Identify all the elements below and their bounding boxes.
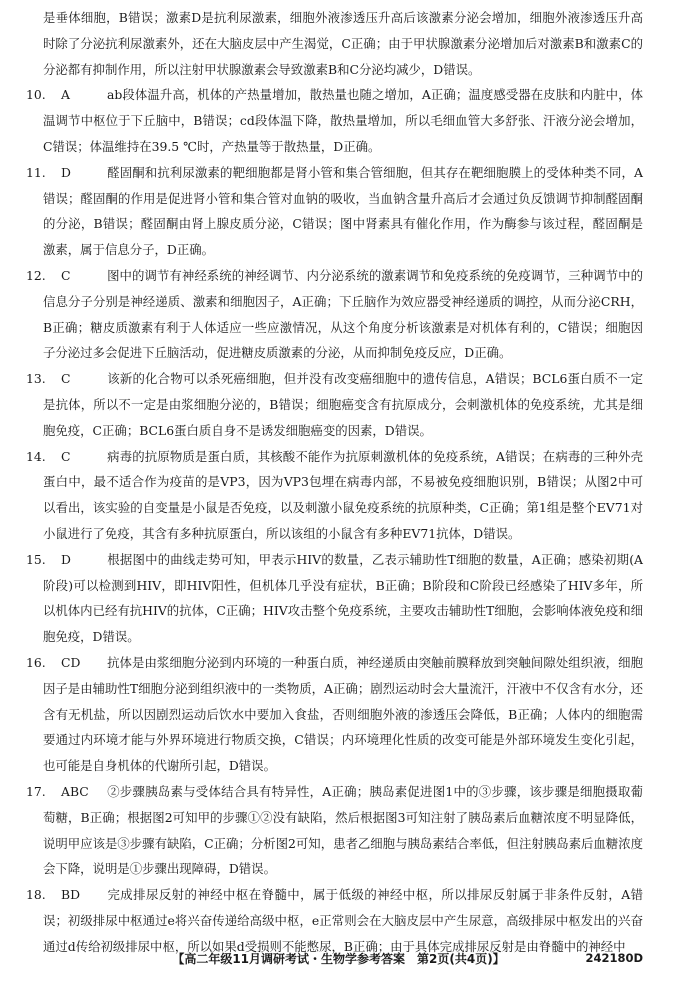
answer-number: 14. [26,448,46,464]
answer-explanation: 抗体是由浆细胞分泌到内环境的一种蛋白质，神经递质由突触前膜释放到突触间隙处组织液，细胞因子是由辅助性T细胞分泌到组织液中的一类物质，A正确；剧烈运动时会大量流汗，汗液中不仅含有水分，还含有无机盐，所以因剧烈运动后饮水中要加入食盐，否则细胞外液的渗透压会降低，B正确；人体内的细胞需要通过内环境才能与外界环境进行物质交换，C错误；内环境理化性质的改变可能是外部环境发生变化引起，也可能是自身机体的代谢所引起，D错误。 [43,654,643,774]
answer-explanation: 醛固酮和抗利尿激素的靶细胞都是肾小管和集合管细胞，但其存在靶细胞膜上的受体种类不同，A错误；醛固酮的作用是促进肾小管和集合管对血钠的吸收，当血钠含量升高后才会通过负反馈调节抑制醛固酮的分泌，B错误；醛固酮由肾上腺皮质分泌，C错误；图中肾素具有催化作用，作为酶参与该过程，醛固酮是激素，属于信息分子，D正确。 [43,164,643,258]
answer-item [26,650,643,779]
answer-number: 10. [26,87,46,103]
answer-item [26,263,643,366]
answer-text: C 病毒的抗原物质是蛋白质，其核酸不能作为抗原刺激机体的免疫系统，A错误；在病毒的三种外壳蛋白中，最不适合作为疫苗的是VP3，因为VP3包埋在病毒内部，不易被免疫细胞识别，B错误；从图2中可以看出，该实验的自变量是小鼠是否免疫，以及刺激小鼠免疫系统的抗原种类，C正确；第1组是整个EV71对小鼠进行了免疫，其含有多种抗原蛋白，所以该组的小鼠含有多种EV71抗体，D错误。 [43,448,643,541]
answer-text: C 该新的化合物可以杀死癌细胞，但并没有改变癌细胞中的遗传信息，A错误；BCL6蛋白质不一定是抗体，所以不一定是由浆细胞分泌的，B错误；细胞癌变含有抗原成分，会刺激机体的免疫系统，尤其是细胞免疫，C正确；BCL6蛋白质自身不是诱发细胞癌变的因素，D错误。 [43,371,643,438]
intro-paragraph: 是垂体细胞，B错误；激素D是抗利尿激素，细胞外液渗透压升高后该激素分泌会增加，细胞外液渗透压升高时除了分泌抗利尿激素外，还在大脑皮层中产生渴觉，C正确；由于甲状腺激素分泌增加后对激素B和激素C的分泌都有抑制作用，所以注射甲状腺激素会导致激素B和C分泌均减少，D错误。 [43,10,643,77]
answer-item [26,82,643,159]
page-footer: 【高二年级11月调研考试・生物学参考答案 第2页(共4页)】 [172,952,505,966]
answer-explanation: 完成排尿反射的神经中枢在脊髓中，属于低级的神经中枢，所以排尿反射属于非条件反射，A错误；初级排尿中枢通过e将兴奋传递给高级中枢，e正常则会在大脑皮层中产生尿意，高级排尿中枢发出的兴奋通过d传给初级排尿中枢，所以如果d受损则不能憋尿，B正确；由于具体完成排尿反射是由脊髓中的神经中 [43,887,643,954]
answer-list [26,82,643,959]
answer-number: 13. [26,371,46,387]
answer-number: 18. [26,887,46,903]
answer-number: 17. [26,783,46,799]
answer-text: ABC ②步骤胰岛素与受体结合具有特异性，A正确；胰岛素促进图1中的③步骤，该步骤是细胞摄取葡萄糖，B正确；根据图2可知甲的步骤①②没有缺陷，然后根据图3可知注射了胰岛素后血糖浓度不明显降低，说明甲应该是③步骤有缺陷，C正确；分析图2可知，患者乙细胞与胰岛素结合率低，但注射胰岛素后血糖浓度会下降，说明是①步骤出现障碍，D错误。 [43,783,643,877]
answer-number: 12. [26,267,46,283]
answer-item [26,366,643,443]
answer-text: CD 抗体是由浆细胞分泌到内环境的一种蛋白质，神经递质由突触前膜释放到突触间隙处组织液，细胞因子是由辅助性T细胞分泌到组织液中的一类物质，A正确；剧烈运动时会大量流汗，汗液中不仅含有水分，还含有无机盐，所以因剧烈运动后饮水中要加入食盐，否则细胞外液的渗透压会降低，B正确；人体内的细胞需要通过内环境才能与外界环境进行物质交换，C错误；内环境理化性质的改变可能是外部环境发生变化引起，也可能是自身机体的代谢所引起，D错误。 [43,654,643,774]
answer-item [26,160,643,263]
answer-text: A ab段体温升高，机体的产热量增加，散热量也随之增加，A正确；温度感受器在皮肤和内脏中，体温调节中枢位于下丘脑中，B错误；cd段体温下降，散热量增加，所以毛细血管大多舒张、汗液分泌会增加，C错误；体温维持在39.5 ℃时，产热量等于散热量，D正确。 [43,87,643,154]
answer-item [26,444,643,547]
answer-text: D 醛固酮和抗利尿激素的靶细胞都是肾小管和集合管细胞，但其存在靶细胞膜上的受体种类不同，A错误；醛固酮的作用是促进肾小管和集合管对血钠的吸收，当血钠含量升高后才会通过负反馈调节抑制醛固酮的分泌，B错误；醛固酮由肾上腺皮质分泌，C错误；图中肾素具有催化作用，作为酶参与该过程，醛固酮是激素，属于信息分子，D正确。 [43,164,643,258]
answer-explanation: 图中的调节有神经系统的神经调节、内分泌系统的激素调节和免疫系统的免疫调节，三种调节中的信息分子分别是神经递质、激素和细胞因子，A正确；下丘脑作为效应器受神经递质的调控，从而分泌CRH，B正确；糖皮质激素有利于人体适应一些应激情况，从这个角度分析该激素是对机体有利的，C错误；细胞因子分泌过多会促进下丘脑活动，促进糖皮质激素的分泌，从而抑制免疫反应，D正确。 [43,267,643,361]
answer-explanation: 该新的化合物可以杀死癌细胞，但并没有改变癌细胞中的遗传信息，A错误；BCL6蛋白质不一定是抗体，所以不一定是由浆细胞分泌的，B错误；细胞癌变含有抗原成分，会刺激机体的免疫系统，尤其是细胞免疫，C正确；BCL6蛋白质自身不是诱发细胞癌变的因素，D错误。 [43,371,643,438]
answer-text: BD 完成排尿反射的神经中枢在脊髓中，属于低级的神经中枢，所以排尿反射属于非条件反射，A错误；初级排尿中枢通过e将兴奋传递给高级中枢，e正常则会在大脑皮层中产生尿意，高级排尿中枢发出的兴奋通过d传给初级排尿中枢，所以如果d受损则不能憋尿，B正确；由于具体完成排尿反射是由脊髓中的神经中 [43,887,643,954]
answer-number: 11. [26,164,46,180]
answer-text: D 根据图中的曲线走势可知，甲表示HIV的数量，乙表示辅助性T细胞的数量，A正确；感染初期(A阶段)可以检测到HIV，即HIV阳性，但机体几乎没有症状，B正确；B阶段和C阶段已经感染了HIV多年，所以机体内已经有抗HIV的抗体，C正确；HIV攻击整个免疫系统，主要攻击辅助性T细胞，会影响体液免疫和细胞免疫，D错误。 [43,551,643,645]
answer-explanation: 根据图中的曲线走势可知，甲表示HIV的数量，乙表示辅助性T细胞的数量，A正确；感染初期(A阶段)可以检测到HIV，即HIV阳性，但机体几乎没有症状，B正确；B阶段和C阶段已经感染了HIV多年，所以机体内已经有抗HIV的抗体，C正确；HIV攻击整个免疫系统，主要攻击辅助性T细胞，会影响体液免疫和细胞免疫，D错误。 [43,551,643,645]
answer-explanation: 病毒的抗原物质是蛋白质，其核酸不能作为抗原刺激机体的免疫系统，A错误；在病毒的三种外壳蛋白中，最不适合作为疫苗的是VP3，因为VP3包埋在病毒内部，不易被免疫细胞识别，B错误；从图2中可以看出，该实验的自变量是小鼠是否免疫，以及刺激小鼠免疫系统的抗原种类，C正确；第1组是整个EV71对小鼠进行了免疫，其含有多种抗原蛋白，所以该组的小鼠含有多种EV71抗体，D错误。 [43,448,643,541]
answer-item [26,779,643,882]
answer-explanation: ab段体温升高，机体的产热量增加，散热量也随之增加，A正确；温度感受器在皮肤和内脏中，体温调节中枢位于下丘脑中，B错误；cd段体温下降，散热量增加，所以毛细血管大多舒张、汗液分泌会增加，C错误；体温维持在39.5 ℃时，产热量等于散热量，D正确。 [43,87,643,154]
answer-number: 15. [26,551,46,567]
answer-text: C 图中的调节有神经系统的神经调节、内分泌系统的激素调节和免疫系统的免疫调节，三种调节中的信息分子分别是神经递质、激素和细胞因子，A正确；下丘脑作为效应器受神经递质的调控，从而分泌CRH，B正确；糖皮质激素有利于人体适应一些应激情况，从这个角度分析该激素是对机体有利的，C错误；细胞因子分泌过多会促进下丘脑活动，促进糖皮质激素的分泌，从而抑制免疫反应，D正确。 [43,267,643,361]
paper-code: 242180D [585,951,643,965]
answer-item [26,547,643,650]
answer-item [26,882,643,959]
answer-number: 16. [26,654,46,670]
answer-explanation: ②步骤胰岛素与受体结合具有特异性，A正确；胰岛素促进图1中的③步骤，该步骤是细胞摄取葡萄糖，B正确；根据图2可知甲的步骤①②没有缺陷，然后根据图3可知注射了胰岛素后血糖浓度不明显降低，说明甲应该是③步骤有缺陷，C正确；分析图2可知，患者乙细胞与胰岛素结合率低，但注射胰岛素后血糖浓度会下降，说明是①步骤出现障碍，D错误。 [43,783,643,877]
